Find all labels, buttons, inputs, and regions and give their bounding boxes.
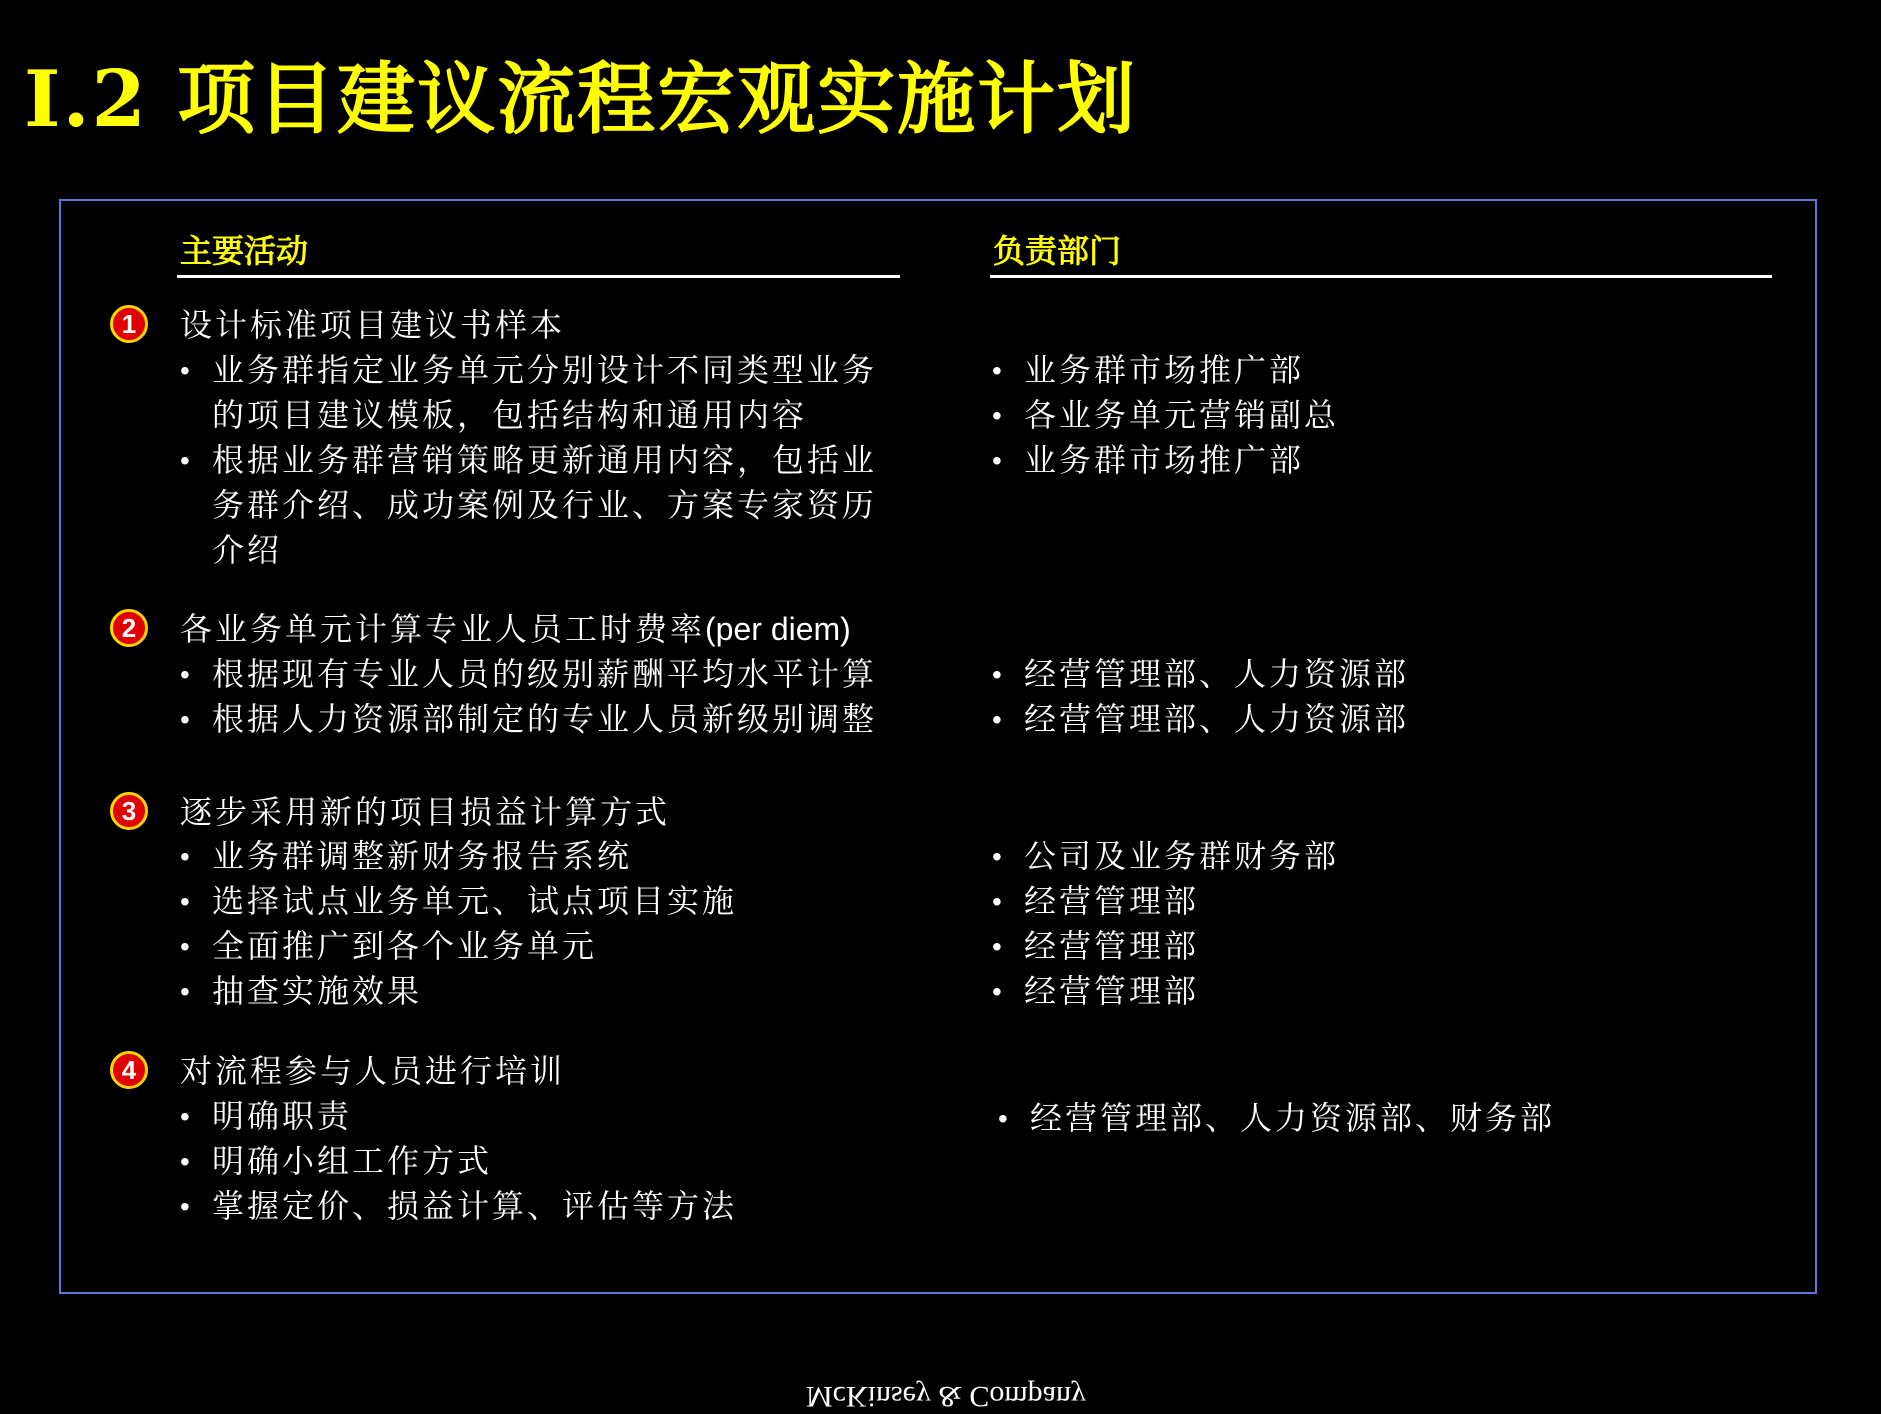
activity-item-continuation xyxy=(212,393,807,438)
activity-continuation-text: 介绍 xyxy=(212,531,283,569)
department-item: • 经营管理部 xyxy=(1024,879,1199,924)
activity-continuation-text: 务群介绍、成功案例及行业、方案专家资历 xyxy=(212,486,878,524)
department-item: • 业务群市场推广部 xyxy=(1024,348,1304,393)
company-footer: McKinsey & Company xyxy=(806,1380,1086,1413)
section-heading xyxy=(180,607,851,651)
activities-header: 主要活动 xyxy=(177,228,900,278)
activity-item: • 根据现有专业人员的级别薪酬平均水平计算 xyxy=(212,652,877,697)
section-heading: 逐步采用新的项目损益计算方式 xyxy=(180,793,671,831)
department-item: • 经营管理部 xyxy=(1024,969,1199,1014)
section-heading: 对流程参与人员进行培训 xyxy=(180,1052,566,1090)
activity-item: • 业务群指定业务单元分别设计不同类型业务 xyxy=(212,348,877,393)
activity-item: • 选择试点业务单元、试点项目实施 xyxy=(212,879,737,924)
department-item: • 业务群市场推广部 xyxy=(1024,438,1304,483)
department-item: • 经营管理部、人力资源部 xyxy=(1024,697,1409,742)
number-badge: 2 xyxy=(110,609,148,647)
activity-item-continuation xyxy=(212,528,282,573)
page-title: I.2 项目建议流程宏观实施计划 xyxy=(24,54,1138,145)
department-item: • 经营管理部、人力资源部 xyxy=(1024,652,1409,697)
department-item: • 经营管理部 xyxy=(1024,924,1199,969)
activity-item: • 业务群调整新财务报告系统 xyxy=(212,834,632,879)
activity-item: • 明确小组工作方式 xyxy=(212,1139,492,1184)
section-heading-text: 各业务单元计算专业人员工时费率 xyxy=(180,610,706,648)
activity-item-continuation xyxy=(212,483,877,528)
number-badge: 4 xyxy=(110,1051,148,1089)
department-item: • 公司及业务群财务部 xyxy=(1024,834,1339,879)
activity-item: • 根据业务群营销策略更新通用内容，包括业 xyxy=(212,438,877,483)
department-header: 负责部门 xyxy=(990,228,1772,278)
activity-continuation-text: 的项目建议模板，包括结构和通用内容 xyxy=(212,396,808,434)
number-badge: 3 xyxy=(110,792,148,830)
department-item: • 经营管理部、人力资源部、财务部 xyxy=(1030,1096,1555,1141)
department-item: • 各业务单元营销副总 xyxy=(1024,393,1339,438)
number-badge: 1 xyxy=(110,305,148,343)
activity-item: • 抽查实施效果 xyxy=(212,969,422,1014)
section-heading-latin: (per diem) xyxy=(705,611,851,647)
activity-item: • 掌握定价、损益计算、评估等方法 xyxy=(212,1184,737,1229)
activity-item: • 明确职责 xyxy=(212,1094,352,1139)
activity-item: • 根据人力资源部制定的专业人员新级别调整 xyxy=(212,697,877,742)
activity-item: • 全面推广到各个业务单元 xyxy=(212,924,597,969)
section-heading: 设计标准项目建议书样本 xyxy=(180,306,566,344)
